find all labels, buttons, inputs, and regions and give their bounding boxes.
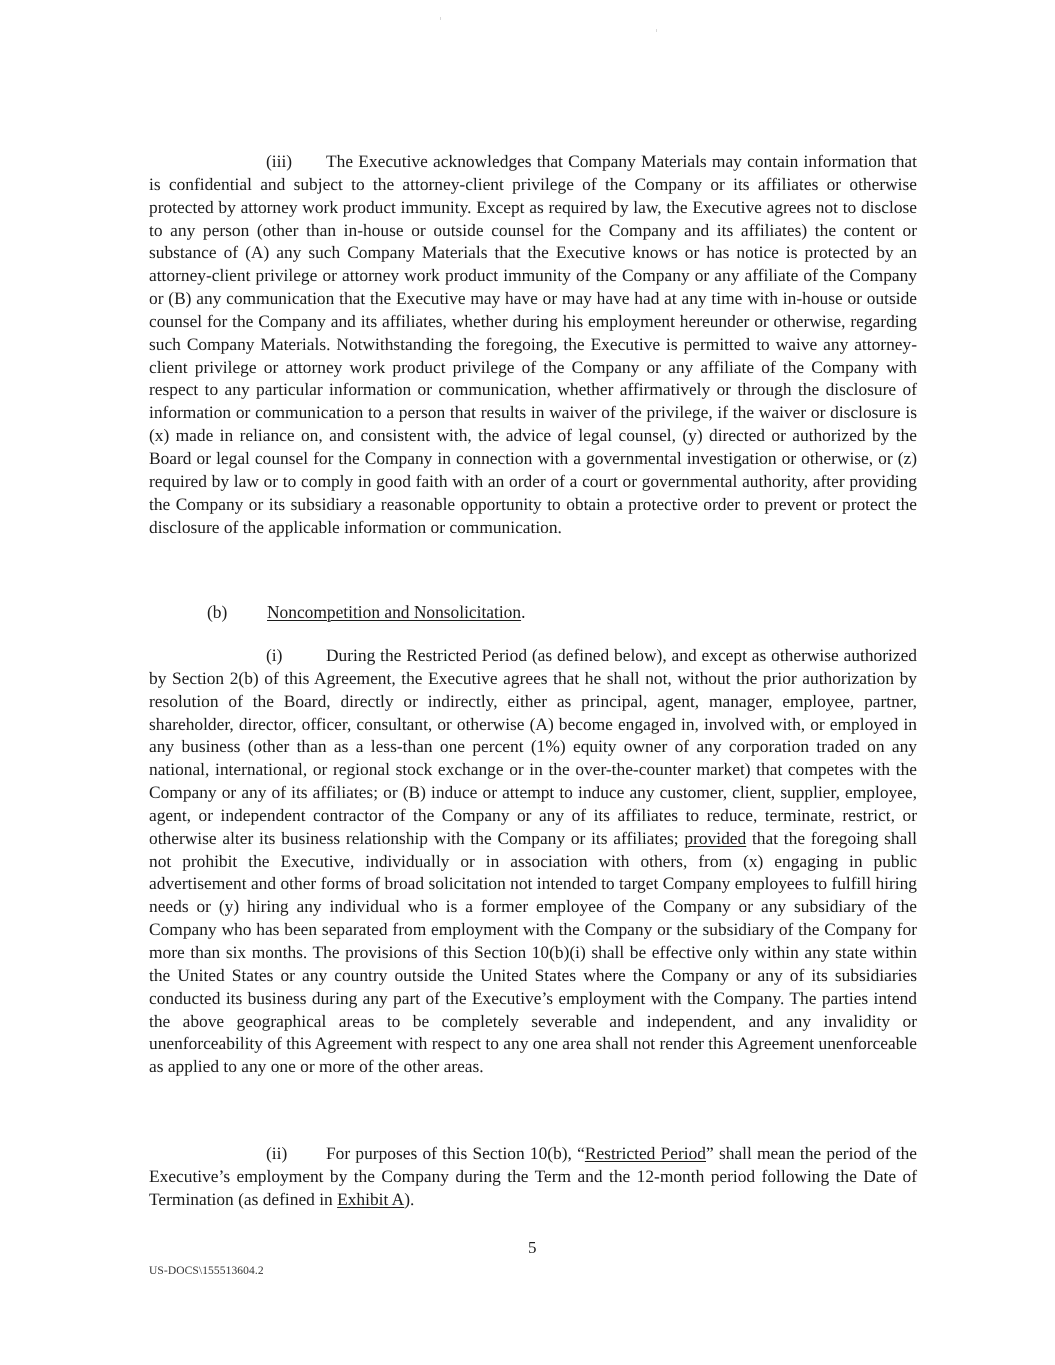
document-id: US-DOCS\155513604.2 bbox=[149, 1265, 264, 1277]
section-heading-b: (b) Noncompetition and Nonsolicitation. bbox=[207, 602, 526, 622]
paragraph-i bbox=[149, 644, 917, 1078]
exhibit-a-reference: Exhibit A bbox=[337, 1188, 405, 1209]
underlined-term-provided: provided bbox=[684, 827, 747, 848]
section-title: Noncompetition and Nonsolicitation bbox=[267, 602, 522, 622]
paragraph-ii: (ii) For purposes of this Section 10(b), “Restricted Period” shall mean the period of the Executive’s employment by the Company during the Term and the 12-month period following the Date of Termination (as defined in Exhibit A). bbox=[149, 1143, 917, 1209]
defined-term-restricted-period: Restricted Period bbox=[584, 1143, 706, 1163]
paragraph-number: (iii) bbox=[266, 151, 293, 171]
section-label: (b) bbox=[207, 602, 228, 622]
scan-speck bbox=[656, 29, 657, 32]
scan-speck bbox=[440, 17, 441, 20]
paragraph-text-before: During the Restricted Period (as defined below), and except as otherwise authorized by Section 2(b) of this Agreement, the Executive agrees that he shall not, without the prior authorization by resolution of the Board, directly or indirectly, either as principal, agent, manager, employee, partner, shareholder, director, officer, consultant, or otherwise (A) become engaged in, involved with, or employed in any business (other than as a less-than one percent (1%) equity owner of any corporation traded on any national, international, or regional stock exchange or in the over-the-counter market) that competes with the Company or any of its affiliates; or (B) induce or attempt to induce any customer, client, supplier, employee, agent, or independent contractor of the Company or any of its affiliates to reduce, terminate, restrict, or otherwise alter its business relationship with the Company or its affiliates; bbox=[149, 645, 917, 848]
paragraph-text-after: that the foregoing shall not prohibit the Executive, individually or in association with others, from (x) engaging in public advertisement and other forms of broad solicitation not intended to target Company employees to fulfill hiring needs or (y) hiring any individual who is a former employee of the Company or any subsidiary of the Company who has been separated from employment with the Company or the subsidiary of the Company for more than six months. The provisions of this Section 10(b)(i) shall be effective only within any state within the United States or any country outside the United States where the Company or any of its subsidiaries conducted its business during any part of the Executive’s employment with the Company. The parties intend the above geographical areas to be completely severable and independent, and any invalidity or unenforceability of this Agreement with respect to any one area shall not render this Agreement unenforceable as applied to any one or more of the other areas. bbox=[149, 827, 918, 1077]
paragraph-number: (ii) bbox=[266, 1143, 288, 1163]
paragraph-iii bbox=[149, 150, 917, 538]
page-number: 5 bbox=[528, 1238, 537, 1257]
paragraph-number: (i) bbox=[266, 645, 283, 665]
paragraph-text: The Executive acknowledges that Company Materials may contain information that is confidential and subject to the attorney-client privilege of the Company or its affiliates or otherwise protected by attorney work product immunity. Except as required by law, the Executive agrees not to disclose to any person (other than in-house or outside counsel for the Company and its affiliates) the content or substance of (A) any such Company Materials that the Executive knows or has notice is protected by an attorney-client privilege or attorney work product immunity of the Company or any affiliate of the Company or (B) any communication that the Executive may have or may have had at any time with in-house or outside counsel for the Company and its affiliates, whether during his employment hereunder or otherwise, regarding such Company Materials. Notwithstanding the foregoing, the Executive is permitted to waive any attorney-client privilege or attorney work product privilege of the Company or any affiliate of the Company with respect to any particular information or communication, whether affirmatively or through the disclosure of information or communication to a person that results in waiver of the privilege, if the waiver or disclosure is (x) made in reliance on, and consistent with, the advice of legal counsel, (y) directed or authorized by the Board or legal counsel for the Company in connection with a governmental investigation or otherwise, or (z) required by law or to comply in good faith with an order of a court or governmental authority, after providing the Company or its subsidiary a reasonable opportunity to obtain a protective order to prevent or protect the disclosure of the applicable information or communication. bbox=[149, 151, 917, 537]
